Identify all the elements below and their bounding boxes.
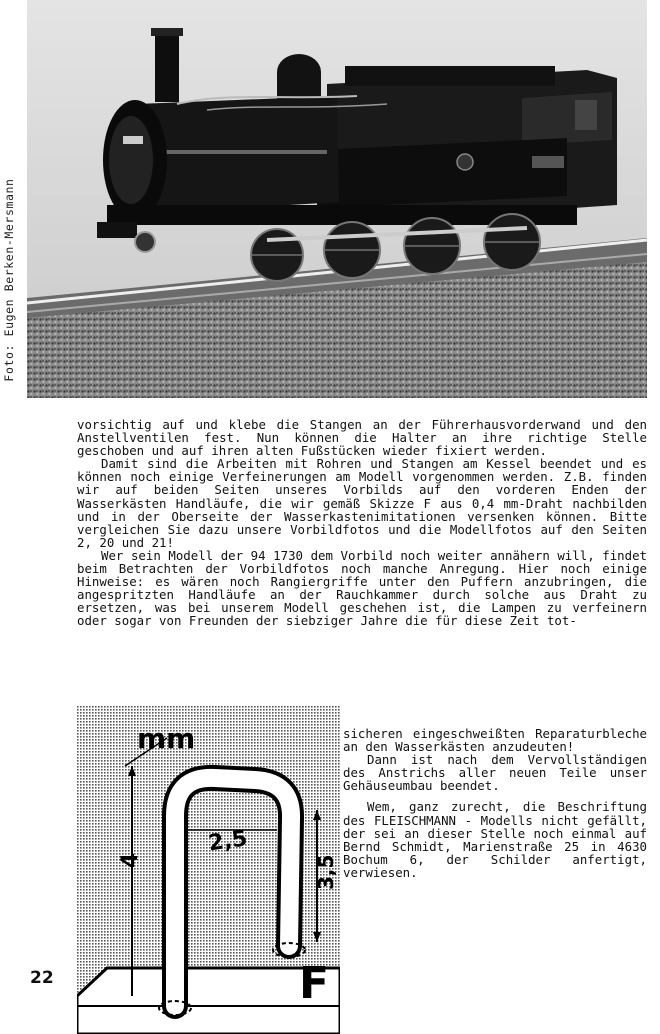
paragraph-2: Damit sind die Arbeiten mit Rohren und Stangen am Kessel beendet und es können noch einige Verfeinerungen am Modell vorgenommen werden. Z.B. finden wir auf beiden Seiten unseres Vorbilds auf den vorderen Enden der Wasserkästen Handläufe, die wir gemäß Skizze F aus 0,4 mm-Draht nachbilden und in der Oberseite der Wasserkastenimitationen versenken können. Bitte vergleichen Sie dazu unsere Vorbildfotos und die Modellfotos auf den Seiten 2, 20 und 21! (77, 456, 647, 550)
dim-leg-label: 3,5 (314, 854, 338, 890)
sketch-figure-label: F (299, 958, 330, 1009)
right-column (343, 727, 647, 879)
article-body (77, 418, 647, 628)
page-number: 22 (30, 968, 54, 988)
sketch-f (77, 706, 340, 1034)
photo-credit: Foto: Eugen Berken-Mersmann (2, 178, 16, 382)
locomotive-photo (27, 0, 647, 398)
dim-height-label: 4 (118, 852, 143, 868)
dim-width-label: 2,5 (206, 826, 249, 857)
paragraph-3: Wer sein Modell der 94 1730 dem Vorbild noch weiter annähern will, findet beim Betrachten der Vorbildfotos noch manche Anregung. Hier noch einige Hinweise: es wären noch Rangiergriffe unter den Puffern anzubringen, die angespritzten Handläufe an der Rauchkammer durch solche aus Draht zu ersetzen, was bei unserem Modell geschehen ist, die Lampen zu verfeinern oder sogar von Freunden der siebziger Jahre die für diese Zeit tot- (77, 547, 647, 629)
paragraph-1: vorsichtig auf und klebe die Stangen an der Führerhausvorderwand und den Anstellventilen fest. Nun können die Halter an ihre richtige Stelle geschoben und auf ihren alten Fußstücken wieder fixiert werden. (77, 417, 647, 459)
paragraph-3-continued: sicheren eingeschweißten Reparaturbleche an den Wasserkästen anzudeuten! (343, 726, 647, 755)
sketch-unit-label: mm (137, 722, 196, 755)
paragraph-4: Dann ist nach dem Vervollständigen des Anstrichs aller neuen Teile unser Gehäuseumbau beendet. (343, 752, 647, 794)
paragraph-5: Wem, ganz zurecht, die Beschriftung des FLEISCHMANN - Modells nicht gefällt, der sei an dieser Stelle noch einmal auf Bernd Schmidt, Marienstraße 25 in 4630 Bochum 6, der Schilder anfertigt, verwiesen. (343, 799, 647, 880)
